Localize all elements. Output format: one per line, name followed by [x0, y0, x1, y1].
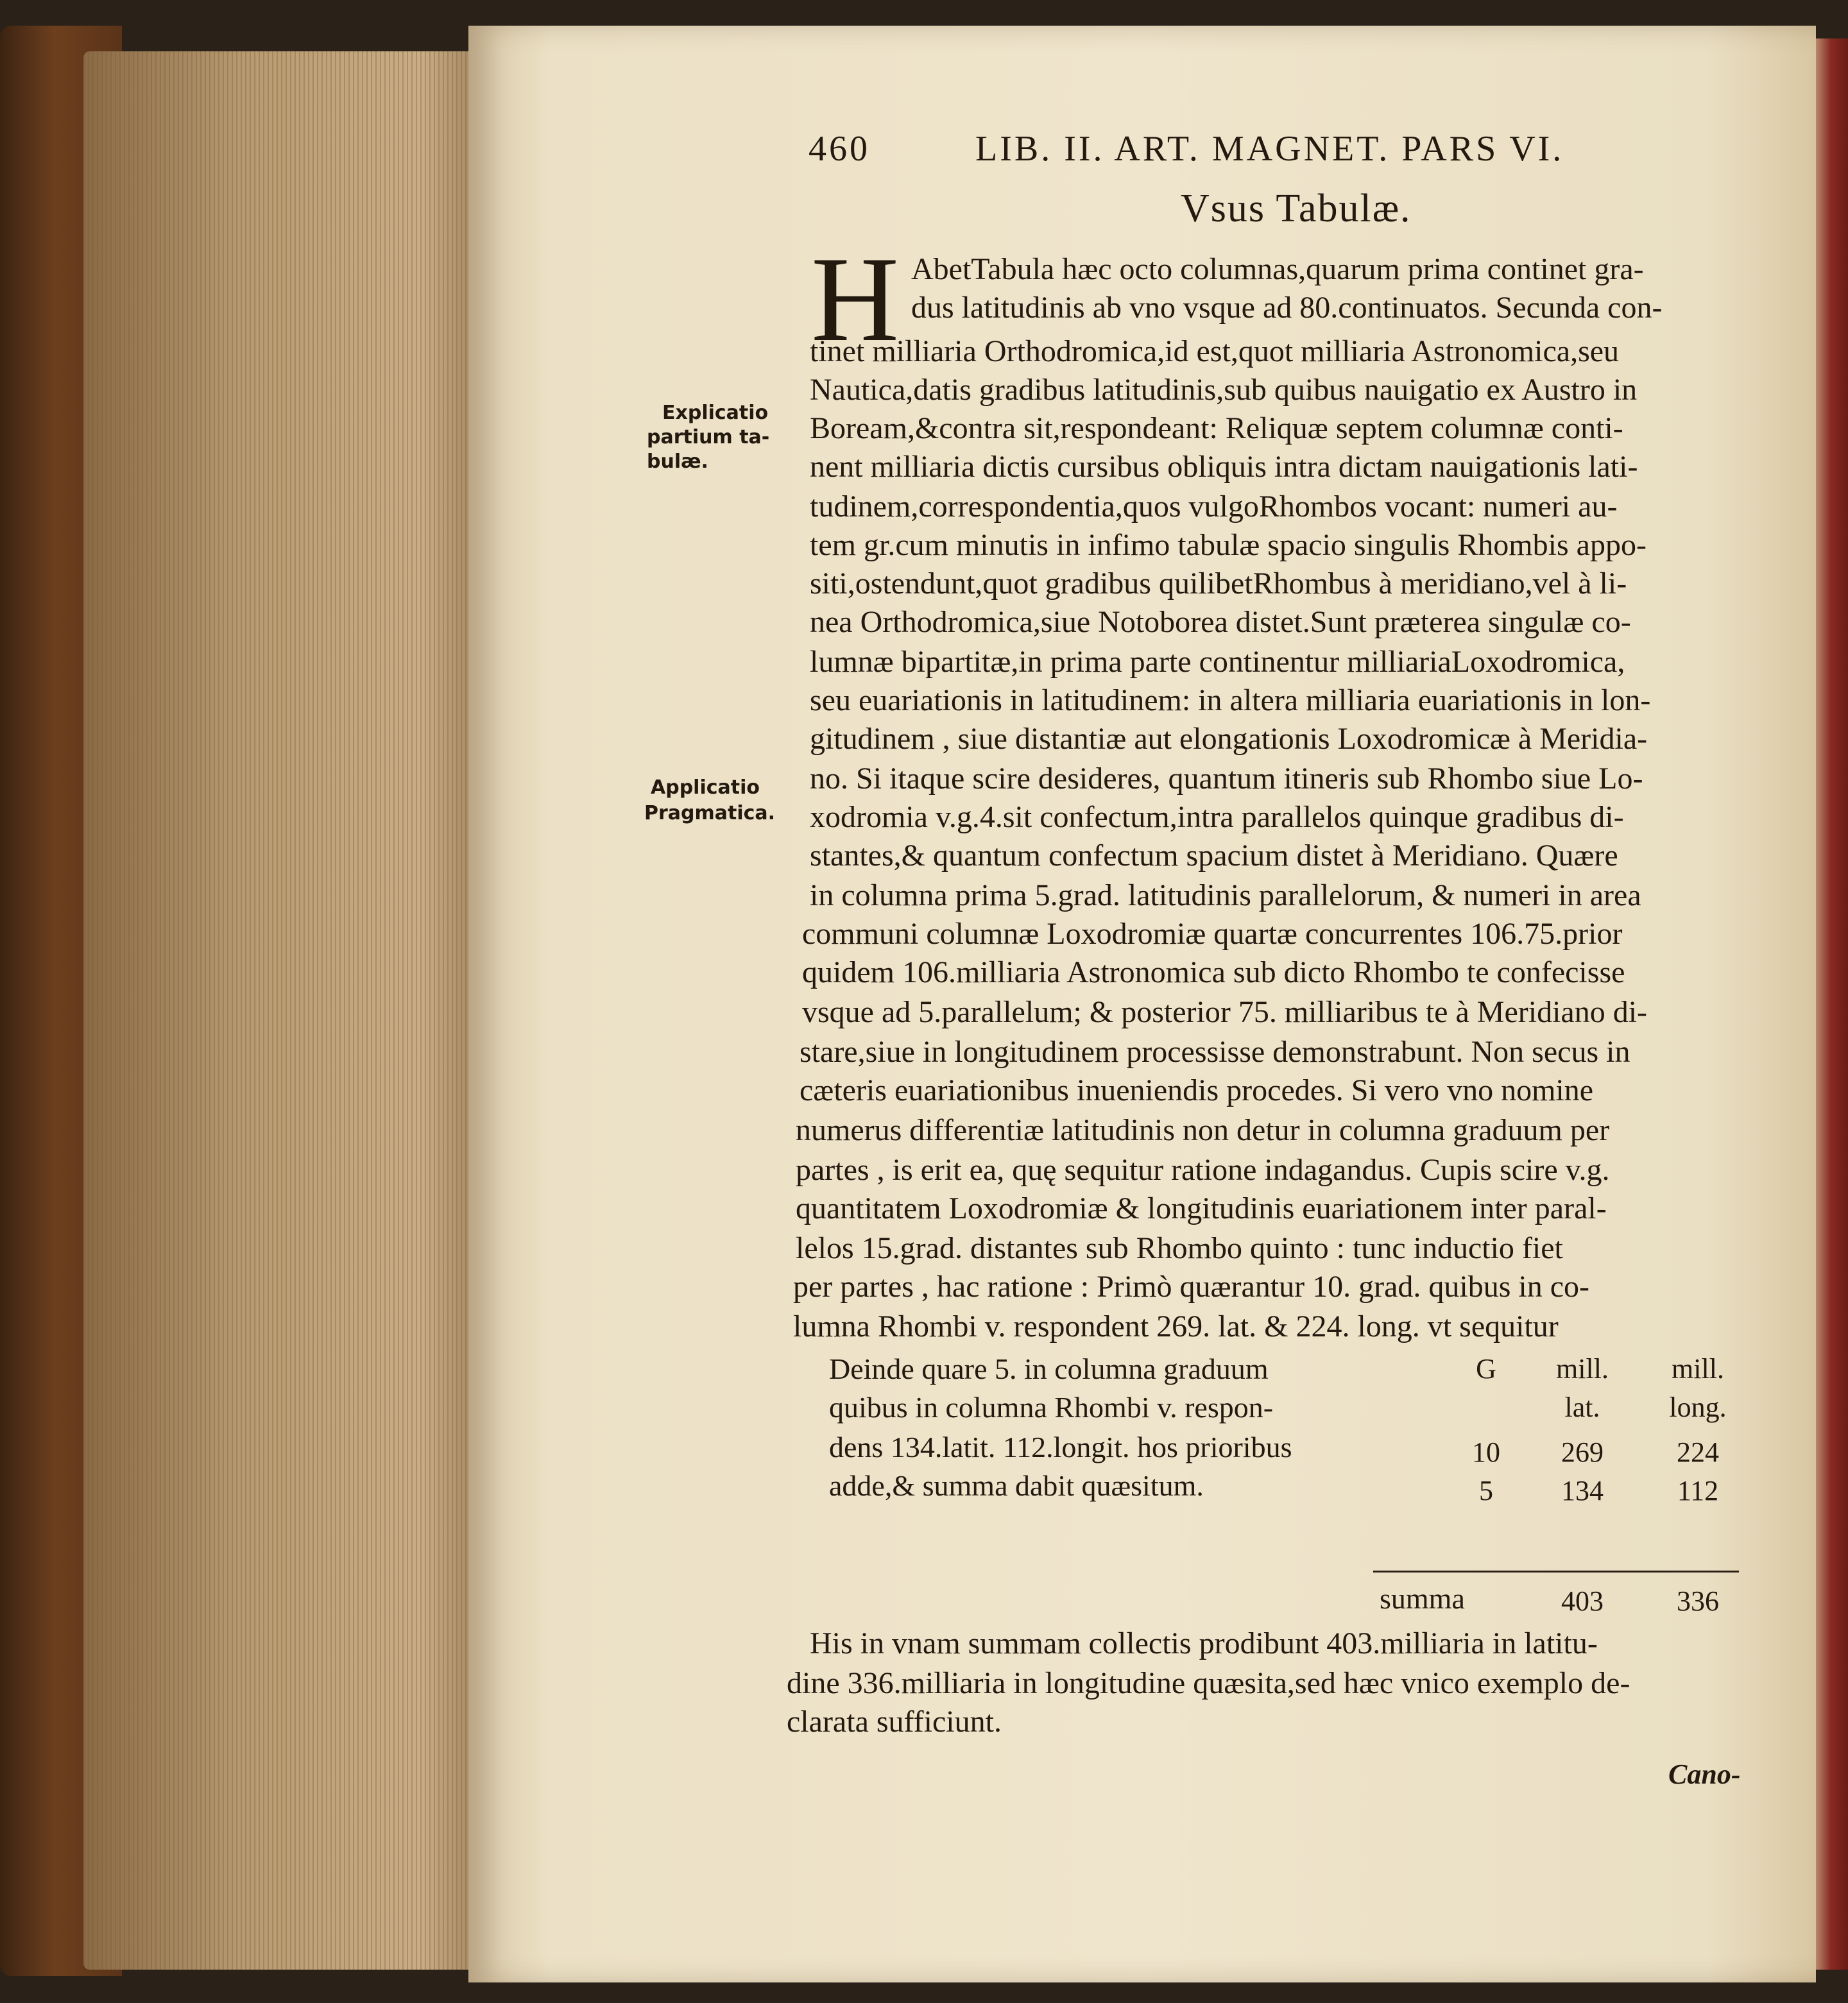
table-header-lat: lat. — [1564, 1392, 1600, 1423]
table-sum-rule — [1373, 1571, 1739, 1573]
body-line: gitudinem , siue distantiæ aut elongationis Loxodromicæ à Meridia- — [810, 722, 1648, 756]
catchword: Cano- — [1668, 1759, 1741, 1790]
body-line: numerus differentiæ latitudinis non detur in columna graduum per — [796, 1113, 1610, 1147]
table-text-line: dens 134.latit. 112.longit. hos prioribus — [829, 1431, 1292, 1463]
body-line: vsque ad 5.parallelum; & posterior 75. milliaribus te à Meridiano di- — [802, 995, 1648, 1029]
body-line: in columna prima 5.grad. latitudinis parallelorum, & numeri in area — [810, 878, 1641, 912]
body-line: siti,ostendunt,quot gradibus quilibetRhombus à meridiano,vel à li- — [810, 567, 1627, 601]
margin-note-line: bulæ. — [647, 450, 708, 473]
margin-note-line: partium ta- — [647, 426, 770, 448]
body-line: cæteris euariationibus inueniendis procedes. Si vero vno nomine — [800, 1073, 1594, 1107]
table-header-mill-long: mill. — [1672, 1353, 1724, 1385]
table-header-mill-lat: mill. — [1556, 1353, 1609, 1385]
table-header-long: long. — [1669, 1392, 1727, 1423]
table-text-line: Deinde quare 5. in columna graduum — [829, 1352, 1269, 1385]
margin-note-line: Pragmatica. — [644, 802, 776, 824]
table-text-line: adde,& summa dabit quæsitum. — [829, 1469, 1204, 1502]
body-line: per partes , hac ratione : Primò quærantur 10. grad. quibus in co- — [793, 1270, 1590, 1304]
body-line: communi columnæ Loxodromiæ quartæ concurrentes 106.75.prior — [802, 917, 1623, 951]
table-sum-cell: 336 — [1677, 1585, 1719, 1617]
body-line: seu euariationis in latitudinem: in altera milliaria euariationis in lon- — [810, 683, 1651, 717]
drop-cap: H — [811, 232, 900, 367]
body-line: stare,siue in longitudinem processisse demonstrabunt. Non secus in — [800, 1035, 1630, 1069]
body-line: partes , is erit ea, quę sequitur ratione indagandus. Cupis scire v.g. — [796, 1153, 1610, 1187]
body-line: no. Si itaque scire desideres, quantum itineris sub Rhombo siue Lo- — [810, 762, 1643, 796]
body-line: stantes,& quantum confectum spacium distet à Meridiano. Quære — [810, 839, 1618, 873]
body-line: tinet milliaria Orthodromica,id est,quot milliaria Astronomica,seu — [810, 334, 1620, 368]
table-cell: 10 — [1472, 1436, 1500, 1468]
running-head: LIB. II. ART. MAGNET. PARS VI. — [975, 129, 1564, 169]
running-header — [809, 128, 1668, 180]
closing-line: clarata sufficiunt. — [787, 1705, 1002, 1739]
body-line: Nautica,datis gradibus latitudinis,sub quibus nauigatio ex Austro in — [810, 373, 1638, 407]
page-edges — [83, 51, 481, 1970]
table-text-line: quibus in columna Rhombi v. respon- — [829, 1391, 1274, 1424]
table-sum-label: summa — [1380, 1582, 1465, 1615]
body-line: nea Orthodromica,siue Notoborea distet.Sunt præterea singulæ co- — [810, 605, 1631, 639]
page-number: 460 — [809, 129, 870, 169]
body-line: lelos 15.grad. distantes sub Rhombo quinto : tunc inductio fiet — [796, 1231, 1563, 1265]
margin-note-line: Explicatio — [662, 402, 769, 424]
body-line: lumnæ bipartitæ,in prima parte continentur milliariaLoxodromica, — [810, 645, 1625, 679]
table-cell: 112 — [1677, 1475, 1719, 1506]
table-sum-cell: 403 — [1561, 1585, 1604, 1617]
body-line: Boream,&contra sit,respondeant: Reliquæ septem columnæ conti- — [810, 411, 1623, 445]
section-title: Vsus Tabulæ. — [1181, 187, 1412, 230]
closing-line: dine 336.milliaria in longitudine quæsita,sed hæc vnico exemplo de- — [787, 1666, 1630, 1700]
body-line: nent milliaria dictis cursibus obliquis intra dictam nauigationis lati- — [810, 450, 1638, 484]
table-cell: 224 — [1677, 1436, 1719, 1468]
table-cell: 269 — [1561, 1436, 1604, 1468]
table-cell: 5 — [1479, 1475, 1493, 1506]
closing-line: His in vnam summam collectis prodibunt 403.milliaria in latitu- — [810, 1626, 1598, 1660]
body-line: AbetTabula hæc octo columnas,quarum prima continet gra- — [911, 252, 1644, 286]
body-line: quantitatem Loxodromiæ & longitudinis euariationem inter paral- — [796, 1191, 1607, 1225]
body-line: tudinem,correspondentia,quos vulgoRhombos vocant: numeri au- — [810, 490, 1618, 524]
body-line: xodromia v.g.4.sit confectum,intra parallelos quinque gradibus di- — [810, 800, 1624, 834]
body-line: dus latitudinis ab vno vsque ad 80.continuatos. Secunda con- — [911, 291, 1663, 325]
margin-note-line: Applicatio — [651, 776, 760, 799]
table-cell: 134 — [1561, 1475, 1604, 1506]
body-line: quidem 106.milliaria Astronomica sub dicto Rhombo te confecisse — [802, 955, 1625, 989]
table-header-g: G — [1476, 1353, 1496, 1385]
body-line: tem gr.cum minutis in infimo tabulæ spacio singulis Rhombis appo- — [810, 528, 1647, 562]
body-line: lumna Rhombi v. respondent 269. lat. & 224. long. vt sequitur — [793, 1309, 1559, 1343]
